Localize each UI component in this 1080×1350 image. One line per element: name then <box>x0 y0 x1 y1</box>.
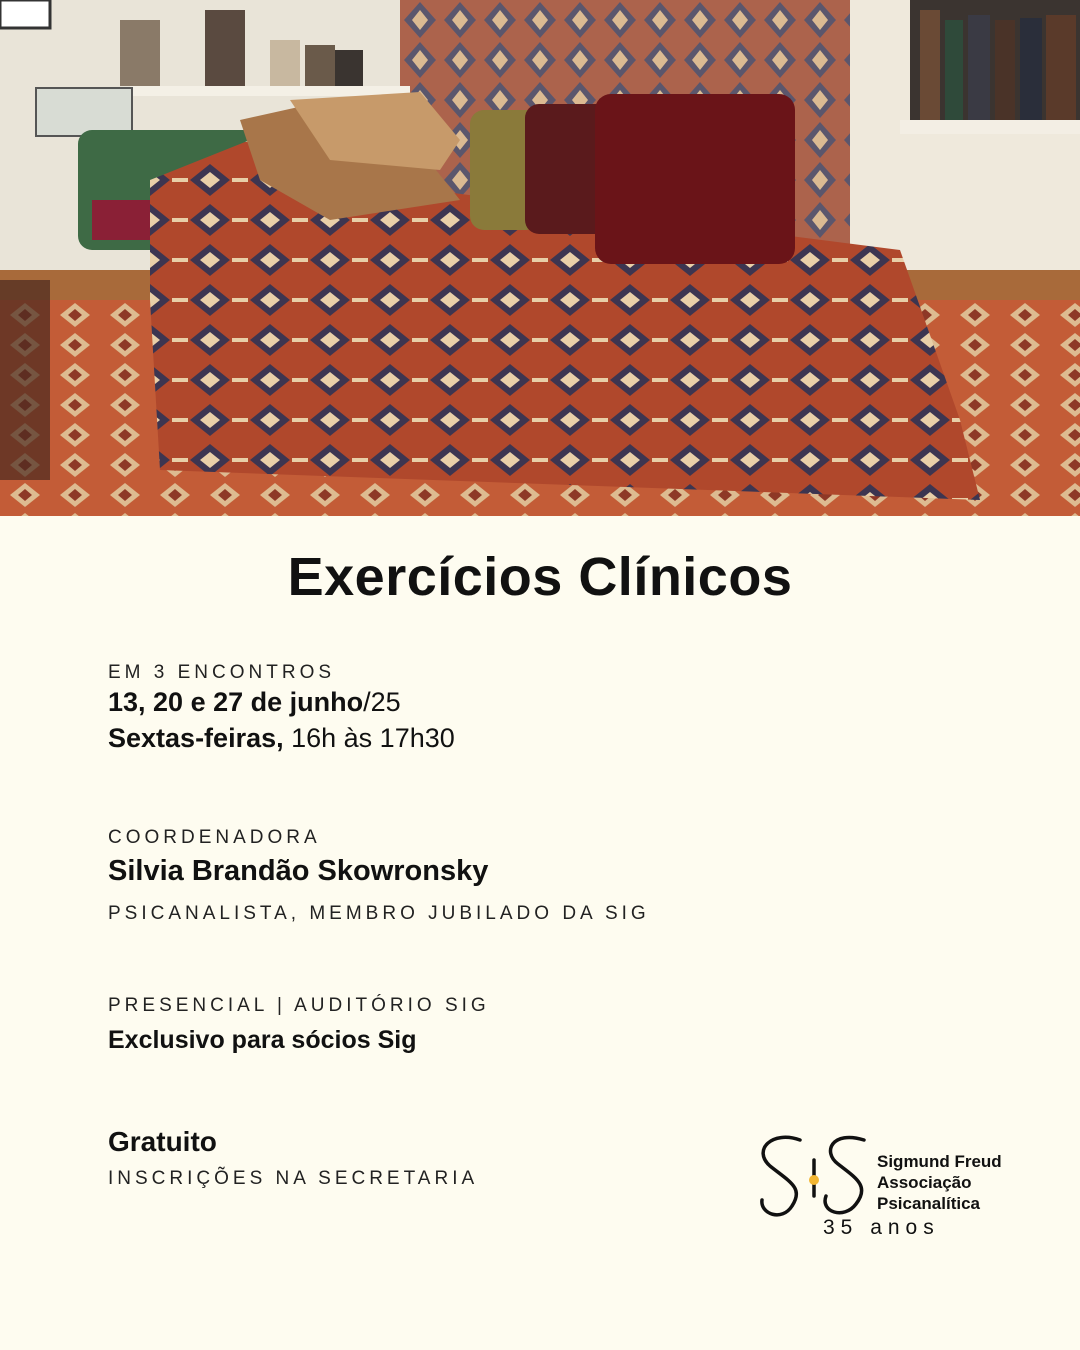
price-label: Gratuito <box>108 1126 217 1157</box>
schedule-dates <box>108 687 401 718</box>
venue-label: PRESENCIAL | AUDITÓRIO SIG <box>108 995 490 1016</box>
registration-note: INSCRIÇÕES NA SECRETARIA <box>108 1168 479 1189</box>
logo-line-2: Associação <box>877 1173 972 1192</box>
page-title: Exercícios Clínicos <box>287 547 793 607</box>
logo-line-3: Psicanalítica <box>877 1194 981 1213</box>
schedule-days-bold: Sextas-feiras, <box>108 723 284 753</box>
freud-couch-photo <box>0 0 1080 516</box>
logo-anniversary: 35 anos <box>823 1216 940 1239</box>
schedule-dates-bold: 13, 20 e 27 de junho <box>108 687 364 717</box>
schedule-label: EM 3 ENCONTROS <box>108 662 336 683</box>
coordinator-role: PSICANALISTA, MEMBRO JUBILADO DA SIG <box>108 903 650 924</box>
schedule-dates-suffix: /25 <box>363 687 401 717</box>
coordinator-name: Silvia Brandão Skowronsky <box>108 855 489 887</box>
logo-line-1: Sigmund Freud <box>877 1152 1002 1171</box>
schedule-days <box>108 723 455 754</box>
logo-text <box>877 1151 1002 1214</box>
coordinator-label: COORDENADORA <box>108 827 321 848</box>
schedule-time: 16h às 17h30 <box>283 723 455 753</box>
venue-audience: Exclusivo para sócios Sig <box>108 1026 417 1054</box>
